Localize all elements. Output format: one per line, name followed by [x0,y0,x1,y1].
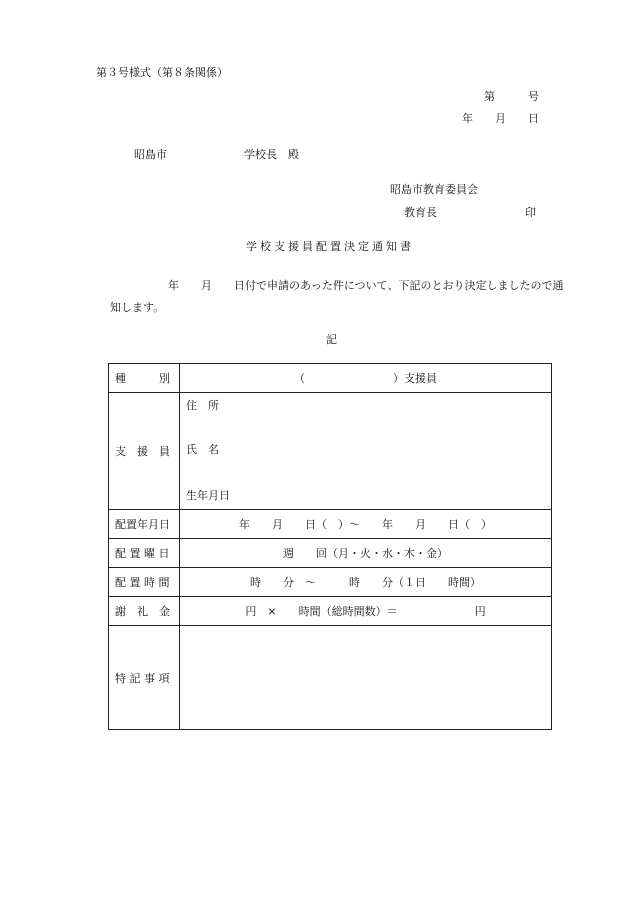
document-title: 学校支援員配置決定通知書 [246,240,414,253]
table-row-weekday [109,539,552,568]
table-row-period [109,510,552,539]
period-label: 配置年月日 [109,510,180,539]
table-row-fee [109,597,552,626]
notes-value [180,626,552,730]
address-label: 住 所 [186,399,219,412]
supporter-details [180,393,552,510]
weekday-value: 週 回（月・火・水・木・金） [180,539,552,568]
period-value: 年 月 日（ ）～ 年 月 日（ ） [180,510,552,539]
fee-value: 円 × 時間（総時間数）＝ 円 [180,597,552,626]
table-row-supporter [109,393,552,510]
document-number: 第 号 [484,90,539,103]
type-label: 種 別 [109,364,180,393]
issue-date: 年 月 日 [462,112,539,125]
form-number: 第３号様式（第８条関係） [96,66,228,79]
table-row-notes [109,626,552,730]
fee-label: 謝 礼 金 [109,597,180,626]
body-text: 年 月 日付で申請のあった件について、下記のとおり決定しましたので通知します。 [110,279,564,314]
birthdate-label: 生年月日 [186,489,230,502]
time-label: 配 置 時 間 [109,568,180,597]
name-label: 氏 名 [186,443,219,456]
ki-heading: 記 [326,333,337,346]
notes-label: 特 記 事 項 [109,626,180,730]
supporter-label: 支 援 員 [109,393,180,510]
table-row-type [109,364,552,393]
sender-organization: 昭島市教育委員会 [390,183,478,196]
table-row-time [109,568,552,597]
weekday-label: 配 置 曜 日 [109,539,180,568]
addressee: 昭島市 学校長 殿 [134,148,299,161]
time-value: 時 分 ～ 時 分（１日 時間） [180,568,552,597]
detail-table [108,363,552,730]
type-value: （ ）支援員 [180,364,552,393]
sender-title-seal: 教育長 印 [404,206,536,219]
